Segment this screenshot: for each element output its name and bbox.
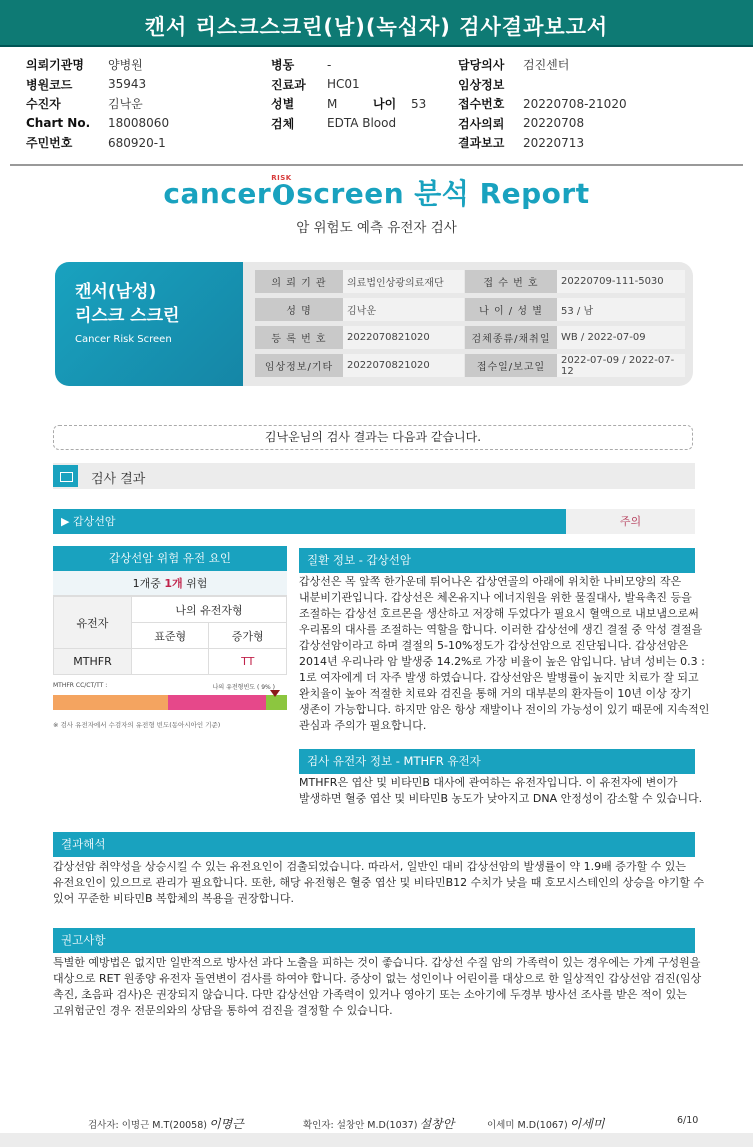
gene-risk-count xyxy=(53,571,287,596)
info-key: 성 명 xyxy=(255,298,343,321)
result-lead-text: 김낙운님의 검사 결과는 다음과 같습니다. xyxy=(53,425,693,450)
resident-no-value: 680920-1 xyxy=(108,135,166,150)
info-value: WB / 2022-07-09 xyxy=(557,326,685,349)
frequency-labels xyxy=(53,682,287,689)
text-line: 생존이 가능합니다. 하지만 암은 항상 재발이나 전이의 가능성이 있기 때문에 지속적인 xyxy=(299,703,710,716)
text-line: 갑상선은 목 앞쪽 한가운데 튀어나온 갑상연골의 아래에 위치한 나비모양의 작은 xyxy=(299,575,682,588)
confirmer-sign: 설창안 xyxy=(419,1117,455,1131)
info-row xyxy=(255,354,685,377)
gene-info-text xyxy=(299,775,703,807)
doctor-label: 담당의사 xyxy=(458,58,505,73)
dept-label: 진료과 xyxy=(271,77,306,92)
product-badge xyxy=(55,262,243,386)
page-number: 6/10 xyxy=(677,1115,699,1126)
age-label: 나이 xyxy=(373,97,397,112)
col-increased-header: 증가형 xyxy=(209,623,287,649)
col-standard-header: 표준형 xyxy=(132,623,209,649)
text-line: 조절하는 갑상선 호르몬을 생산하고 저장해 두었다가 필요시 혈액으로 내보냄으로써 xyxy=(299,607,699,620)
text-line: 갑상선암이라고 하며 결절의 5-10%정도가 갑상선암으로 진단됩니다. 갑상선암은 xyxy=(299,639,689,652)
interpretation-text xyxy=(53,859,705,907)
cancer-risk-screen-logo xyxy=(0,172,753,212)
text-line: 2014년 우리나라 암 발생중 14.2%로 가장 비율이 높은 암입니다. 남녀 성비는 0.3 : xyxy=(299,655,705,668)
info-row xyxy=(255,298,685,321)
text-line: 고위험군인 경우 전문의와의 상담을 통하여 검진을 결정할 수 있습니다. xyxy=(53,1004,393,1017)
second-confirmer-sign: 이세미 xyxy=(569,1117,605,1131)
frequency-segment xyxy=(53,695,168,710)
count-prefix: 1개중 xyxy=(132,577,165,590)
second-confirmer-signature xyxy=(487,1115,604,1132)
disease-info-text xyxy=(299,574,710,734)
header-divider xyxy=(10,164,743,166)
request-date-label: 검사의뢰 xyxy=(458,116,505,131)
ward-value: - xyxy=(327,57,332,72)
freq-right-label: 나의 유전형빈도 ( 9% ) xyxy=(212,684,275,691)
ward-label: 병동 xyxy=(271,58,295,73)
genotype-frequency-bar xyxy=(53,695,287,710)
text-line: 있어 꾸준한 비타민B 복합체의 복용을 권장합니다. xyxy=(53,892,295,905)
info-row xyxy=(255,270,685,293)
product-name-en: Cancer Risk Screen xyxy=(75,334,172,345)
gene-risk-table xyxy=(53,546,287,675)
header-mid xyxy=(271,55,426,133)
info-key: 임상정보/기타 xyxy=(255,354,343,377)
category-risk-bar xyxy=(53,509,695,534)
section-header-results xyxy=(53,463,695,489)
info-value: 2022-07-09 / 2022-07-12 xyxy=(557,354,685,377)
text-line: 1로 여자에게 더 자주 발생 하였습니다. 갑상선암은 발병률이 높지만 치료가 잘 되고 xyxy=(299,671,699,684)
text-line: 발생하면 혈중 엽산 및 비타민B 농도가 낮아지고 DNA 안정성이 감소할 수 있습니다. xyxy=(299,792,703,805)
disease-info-header: 질환 정보 - 갑상선암 xyxy=(299,548,695,573)
text-line: 완치율이 높아 적절한 치료와 검진을 통해 거의 대부분의 환자들이 10년 이상 장기 xyxy=(299,687,692,700)
sex-value: M xyxy=(327,96,338,111)
report-subtitle: 암 위험도 예측 유전자 검사 xyxy=(296,220,457,236)
col-gene-header: 유전자 xyxy=(54,597,132,649)
info-key: 나 이 / 성 별 xyxy=(465,298,557,321)
text-line: 관심과 주의가 필요합니다. xyxy=(299,719,427,732)
info-value: 20220709-111-5030 xyxy=(557,270,685,293)
logo-risk-text: RISK xyxy=(271,174,292,182)
specimen-value: EDTA Blood xyxy=(327,116,397,131)
col-mine-header: 나의 유전자형 xyxy=(132,597,287,623)
logo-word-cancer: cancer xyxy=(163,177,272,210)
risk-level-badge: 주의 xyxy=(619,515,642,528)
report-title: 캔서 리스크스크린(남)(녹십자) 검사결과보고서 xyxy=(144,15,609,39)
section-title: 검사 결과 xyxy=(91,472,146,487)
specimen-label: 검체 xyxy=(271,116,295,131)
report-title-banner xyxy=(0,0,753,47)
request-date-value: 20220708 xyxy=(523,116,585,131)
text-line: 특별한 예방법은 없지만 일반적으로 방사선 과다 노출을 피하는 것이 좋습니다. 갑상선 수질 암의 가족력이 있는 경우에는 가계 구성원을 xyxy=(53,956,701,969)
info-key: 검체종류/채취일 xyxy=(465,326,557,349)
patient-info-card xyxy=(55,262,693,386)
examiner-signature xyxy=(88,1115,244,1132)
info-row xyxy=(255,326,685,349)
clinical-info-label: 임상정보 xyxy=(458,77,505,92)
text-line: 갑상선암 취약성을 상승시킬 수 있는 유전요인이 검출되었습니다. 따라서, 일반인 대비 갑상선암의 발생률이 약 1.9배 증가할 수 있는 xyxy=(53,860,686,873)
examiner-label: 검사자: 이명근 M.T(20058) xyxy=(88,1120,207,1131)
frequency-footnote: ※ 검사 유전자에서 수검자의 유전형 빈도(동아시아인 기준) xyxy=(53,721,221,729)
second-confirmer-label: 이세미 M.D(1067) xyxy=(487,1120,568,1131)
patient-info-grid xyxy=(255,270,685,382)
text-line: 내분비기관입니다. 갑상선은 체온유지나 에너지원을 위한 물질대사, 발육촉진 등을 xyxy=(299,591,692,604)
frequency-segment xyxy=(266,695,287,710)
freq-left-label: MTHFR CC/CT/TT : xyxy=(53,682,108,689)
text-line: 촉진, 초음파 검사)은 권장되지 않습니다. 다만 갑상선암 가족력이 있거나 영아기 또는 소아기에 두경부 방사선 조사를 받은 적이 있는 xyxy=(53,988,687,1001)
receipt-no-value: 20220708-21020 xyxy=(523,96,627,111)
frequency-segment xyxy=(168,695,266,710)
category-name: ▶ 갑상선암 xyxy=(53,509,566,534)
report-date-label: 결과보고 xyxy=(458,136,505,151)
confirmer-label: 확인자: 설창안 M.D(1037) xyxy=(303,1120,418,1131)
recommendation-header: 권고사항 xyxy=(53,928,695,953)
text-line: 유전요인이 있으므로 관리가 필요합니다. 또한, 해당 유전형은 혈중 엽산 및 비타민B12 수치가 낮을 때 호모시스테인의 상승을 야기할 수 xyxy=(53,876,705,889)
dept-value: HC01 xyxy=(327,77,360,92)
chart-no-value: 18008060 xyxy=(108,116,170,131)
info-key: 의 뢰 기 관 xyxy=(255,270,343,293)
recommendation-text xyxy=(53,955,702,1019)
info-value: 2022070821020 xyxy=(343,354,464,377)
result-section-icon xyxy=(53,465,78,487)
gene-info-header: 검사 유전자 정보 - MTHFR 유전자 xyxy=(299,749,695,774)
logo-word-screen: screen xyxy=(296,177,405,210)
hospital-code-label: 병원코드 xyxy=(26,77,73,92)
info-key: 접 수 번 호 xyxy=(465,270,557,293)
product-name-line2: 리스크 스크린 xyxy=(75,306,180,326)
info-value: 53 / 남 xyxy=(557,298,685,321)
receipt-no-label: 접수번호 xyxy=(458,97,505,112)
confirmer-signature xyxy=(303,1115,454,1132)
genotype-table xyxy=(53,596,287,675)
text-line: 대상으로 RET 원종양 유전자 돌연변이 검사를 하여야 합니다. 증상이 없는 성인이나 어린이를 대상으로 한 일상적인 갑상선암 검진(임상 xyxy=(53,972,702,985)
gene-table-header: 갑상선암 위험 유전 요인 xyxy=(53,546,287,571)
patient-value: 김낙운 xyxy=(108,97,143,112)
interpretation-header: 결과해석 xyxy=(53,832,695,857)
info-key: 접수일/보고일 xyxy=(465,354,557,377)
age-value: 53 xyxy=(411,96,427,111)
hospital-value: 양병원 xyxy=(108,58,143,73)
text-line: MTHFR은 엽산 및 비타민B 대사에 관여하는 유전자입니다. 이 유전자에 변이가 xyxy=(299,776,678,789)
count-suffix: 위험 xyxy=(182,577,208,590)
logo-plus-icon xyxy=(271,174,294,205)
hospital-code-value: 35943 xyxy=(108,77,147,92)
standard-genotype-cell xyxy=(132,649,209,675)
patient-label: 수진자 xyxy=(26,97,61,112)
doctor-value: 검진센터 xyxy=(523,58,570,73)
header-right xyxy=(458,55,627,153)
product-name-line1: 캔서(남성) xyxy=(75,282,157,302)
gene-name-cell: MTHFR xyxy=(54,649,132,675)
page-bottom-band xyxy=(0,1133,753,1147)
chart-no-label: Chart No. xyxy=(26,116,91,131)
info-value: 2022070821020 xyxy=(343,326,464,349)
sex-label: 성별 xyxy=(271,97,295,112)
info-value: 의료법인상광의료재단 xyxy=(343,270,464,293)
report-date-value: 20220713 xyxy=(523,135,585,150)
increased-genotype-cell: TT xyxy=(209,649,287,675)
info-value: 김낙운 xyxy=(343,298,464,321)
count-number: 1개 xyxy=(164,577,183,590)
my-genotype-marker-icon xyxy=(270,690,280,697)
header-left xyxy=(26,55,169,153)
examiner-sign: 이명근 xyxy=(208,1117,244,1131)
hospital-label: 의뢰기관명 xyxy=(26,58,84,73)
text-line: 우리몸의 대사를 조절하는 역할을 합니다. 이러한 갑상선에 생긴 결절 중 악성 결절을 xyxy=(299,623,703,636)
logo-report-text: 분석 Report xyxy=(414,177,590,210)
info-key: 등 록 번 호 xyxy=(255,326,343,349)
resident-no-label: 주민번호 xyxy=(26,136,73,151)
